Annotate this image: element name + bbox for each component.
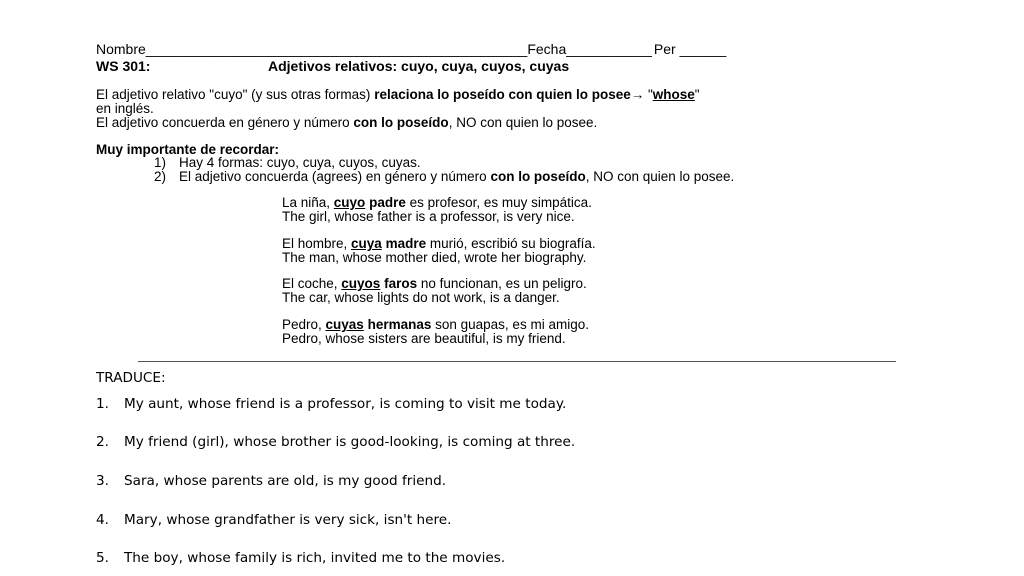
intro-bold: relaciona lo poseído con quien lo posee (374, 87, 631, 102)
example-text: murió, escribió su biografía. (426, 236, 596, 251)
translate-title: TRADUCE: (96, 370, 166, 386)
intro-text: El adjetivo relativo "cuyo" (y sus otras formas) (96, 87, 375, 102)
name-label: Nombre (96, 41, 146, 57)
remember-item (154, 155, 421, 170)
item-text: My aunt, whose friend is a professor, is coming to visit me today. (124, 396, 567, 412)
example-text: El coche, (282, 276, 342, 291)
section-divider (138, 361, 896, 362)
intro-quote-open: " (644, 87, 653, 102)
item-text: My friend (girl), whose brother is good-looking, is coming at three. (124, 434, 576, 450)
example-text: es profesor, es muy simpática. (405, 195, 592, 210)
relative-adjective: cuya (351, 236, 382, 251)
item-text: Mary, whose grandfather is very sick, isn't here. (124, 512, 452, 528)
example-text: Pedro, (282, 317, 326, 332)
worksheet-title: Adjetivos relativos: cuyo, cuya, cuyos, cuyas (268, 58, 570, 74)
date-label: Fecha (527, 41, 567, 57)
list-number: 1) (154, 155, 167, 170)
relative-adjective: cuyo (333, 195, 366, 210)
header-line (96, 41, 726, 57)
item-number: 4. (96, 512, 109, 528)
translate-item (96, 550, 506, 566)
list-bold: con lo poseído (490, 169, 586, 184)
right-arrow-icon: → (630, 87, 645, 102)
name-blank[interactable]: _________________________________________________ (145, 41, 528, 57)
possessed-noun: madre (385, 236, 427, 251)
example-en: The man, whose mother died, wrote her biography. (282, 250, 587, 265)
translate-item (96, 512, 452, 528)
item-number: 3. (96, 473, 109, 489)
list-text: Hay 4 formas: cuyo, cuya, cuyos, cuyas. (179, 155, 421, 170)
intro-bold: con lo poseído (353, 115, 449, 130)
possessed-noun: faros (384, 276, 418, 291)
possessed-noun: hermanas (367, 317, 432, 332)
translate-item (96, 396, 567, 412)
translate-item (96, 434, 576, 450)
example-en: Pedro, whose sisters are beautiful, is my friend. (282, 331, 566, 346)
example-es (282, 318, 589, 332)
example-en: The girl, whose father is a professor, is very nice. (282, 209, 575, 224)
item-text: Sara, whose parents are old, is my good friend. (124, 473, 447, 489)
intro-line-3 (96, 116, 597, 130)
remember-title: Muy importante de recordar: (96, 142, 280, 157)
intro-line-1 (96, 88, 700, 102)
item-number: 1. (96, 396, 109, 412)
example-es (282, 237, 596, 251)
date-blank[interactable]: ___________ (566, 41, 652, 57)
list-number: 2) (154, 169, 167, 184)
example-en: The car, whose lights do not work, is a danger. (282, 290, 560, 305)
example-text: El hombre, (282, 236, 352, 251)
remember-item (154, 169, 735, 184)
worksheet-code: WS 301: (96, 58, 151, 74)
relative-adjective: cuyas (325, 317, 364, 332)
intro-line-2: en inglés. (96, 101, 154, 116)
item-number: 5. (96, 550, 109, 566)
item-number: 2. (96, 434, 109, 450)
item-text: The boy, whose family is rich, invited me to the movies. (124, 550, 506, 566)
whose-word: whose (652, 87, 695, 102)
period-blank[interactable]: ______ (679, 41, 727, 57)
possessed-noun: padre (369, 195, 406, 210)
relative-adjective: cuyos (341, 276, 381, 291)
example-text: son guapas, es mi amigo. (431, 317, 589, 332)
example-es (282, 196, 592, 210)
example-text: no funcionan, es un peligro. (417, 276, 587, 291)
list-text: El adjetivo concuerda (agrees) en género y número (179, 169, 491, 184)
example-text: La niña, (282, 195, 334, 210)
translate-item (96, 473, 447, 489)
list-text: , NO con quien lo posee. (585, 169, 735, 184)
intro-text: El adjetivo concuerda en género y número (96, 115, 354, 130)
intro-quote-close: " (694, 87, 700, 102)
example-es (282, 277, 587, 291)
intro-text: , NO con quien lo posee. (448, 115, 598, 130)
period-label: Per (653, 41, 676, 57)
